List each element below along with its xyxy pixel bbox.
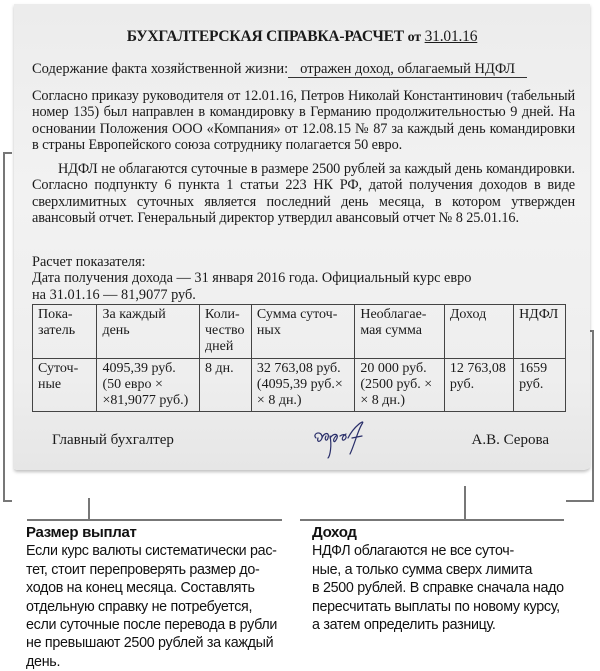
cell-text: × 8 дн.) — [360, 393, 406, 408]
calculation-table — [32, 304, 566, 412]
cell-text: (4095,39 руб.× — [256, 377, 343, 392]
cell-text: 1659 — [519, 361, 548, 376]
callout-title: Размер выплат — [26, 524, 137, 541]
cell-text: 8 дн. — [205, 361, 234, 376]
callout-income — [312, 524, 577, 634]
callout-line: отдельную справку не потребуется, — [26, 598, 253, 615]
cell-ndfl — [514, 359, 566, 412]
callout-connector-left — [3, 152, 12, 502]
header-non-taxable-sum — [355, 305, 445, 359]
header-text: день — [102, 323, 130, 338]
document-title-text: БУХГАЛТЕРСКАЯ СПРАВКА-РАСЧЕТ — [126, 28, 404, 45]
callout-line: если суточные после перевода в рубли — [26, 617, 278, 634]
calculation-line-2: на 31.01.16 — 81,9077 руб. — [32, 286, 196, 303]
fact-value: отражен доход, облагаемый НДФЛ — [288, 62, 527, 78]
cell-per-diem-sum — [251, 359, 354, 412]
cell-non-taxable-sum — [355, 359, 445, 412]
header-text: Сумма суточ- — [256, 307, 338, 322]
header-text: чество — [205, 323, 245, 338]
header-text: ных — [256, 323, 281, 338]
header-per-day — [97, 305, 200, 359]
header-text: Доход — [449, 307, 487, 322]
cell-text: руб. — [519, 377, 544, 392]
callout-line: в 2500 рублей. В справке сначала надо — [312, 580, 564, 597]
callout-line: день. — [26, 653, 61, 670]
cell-text: 32 763,08 руб. — [256, 361, 341, 376]
header-text: НДФЛ — [519, 307, 559, 322]
header-days-count — [200, 305, 252, 359]
header-text: затель — [38, 323, 76, 338]
calculation-line-1: Дата получения дохода — 31 января 2016 года. Официальный курс евро — [32, 270, 472, 287]
header-text: Необлагае- — [360, 307, 427, 322]
callout-line: а затем определить разницу. — [312, 617, 496, 634]
cell-text: ные — [38, 377, 62, 392]
signatory-role: Главный бухгалтер — [52, 432, 174, 448]
accounting-certificate-paper — [14, 4, 590, 470]
cell-text: Суточ- — [38, 361, 79, 376]
cell-per-day — [97, 359, 200, 412]
callout-connector-right-drop — [464, 486, 466, 519]
fact-label: Содержание факта хозяйственной жизни: — [32, 61, 289, 77]
callout-line: ные, а только сумма сверх лимита — [312, 561, 533, 578]
table-header-row — [33, 305, 566, 359]
callout-title: Доход — [312, 524, 357, 541]
header-text: дней — [205, 339, 234, 354]
cell-income — [444, 359, 513, 412]
cell-text: ×81,9077 руб.) — [102, 393, 189, 408]
header-text: За каждый — [102, 307, 166, 322]
table-row — [33, 359, 566, 412]
header-indicator — [33, 305, 97, 359]
calculation-heading: Расчет показателя: — [32, 254, 146, 270]
cell-text: (50 евро × — [102, 377, 163, 392]
callout-line: тет, стоит перепроверять размер до- — [26, 561, 260, 578]
callout-underline-right — [300, 519, 564, 521]
cell-days-count — [200, 359, 252, 412]
header-ndfl — [514, 305, 566, 359]
document-date: 31.01.16 — [424, 28, 478, 45]
calculation-block — [32, 254, 471, 303]
header-income — [444, 305, 513, 359]
header-text: Пока- — [38, 307, 73, 322]
callout-underline-left — [27, 519, 282, 521]
header-text: Коли- — [205, 307, 240, 322]
callout-payment-size — [26, 524, 291, 671]
callout-line: пересчитать выплаты по новому курсу, — [312, 598, 560, 615]
signatory-name: А.В. Серова — [471, 432, 549, 448]
paragraph-business-trip: Согласно приказу руководителя от 12.01.16, Петров Николай Константинович (табельный номер 135) был направлен в командировку в Германию продолжительностью 9 дней. На основании Положения ООО «Компания» от 12.08.15 № 87 за каждый день командировки в страны Европейского союза сотруднику полагается 50 евро. — [32, 88, 575, 154]
document-title — [14, 28, 590, 46]
cell-text: (2500 руб. × — [360, 377, 433, 392]
callout-line: ходов на конец месяца. Составлять — [26, 580, 255, 597]
handwritten-signature-icon — [310, 416, 380, 460]
paragraph-tax-rules: НДФЛ не облагаются суточные в размере 2500 рублей за каждый день командировки. Согласно подпункту 6 пункта 1 статьи 223 НК РФ, датой получения доходов в виде сверхлимитных суточных является последний день месяца, в котором утвержден авансовый отчет. Генеральный директор утвердил авансовый отчет № 8 25.01.16. — [32, 161, 575, 227]
cell-text: руб. — [449, 377, 475, 392]
callout-line: НДФЛ облагаются не все суточ- — [312, 543, 514, 560]
fact-of-economic-life — [32, 61, 527, 78]
header-per-diem-sum — [251, 305, 354, 359]
callout-line: не превышают 2500 рублей за каждый — [26, 635, 274, 652]
cell-indicator — [33, 359, 97, 412]
cell-text: 12 763,08 — [449, 361, 506, 376]
callout-connector-left-drop — [88, 498, 90, 520]
callout-line: Если курс валюты систематически рас- — [26, 543, 277, 560]
cell-text: 4095,39 руб. — [102, 361, 176, 376]
document-title-from: от — [407, 30, 421, 45]
cell-text: × 8 дн.) — [256, 393, 302, 408]
cell-text: 20 000 руб. — [360, 361, 427, 376]
header-text: мая сумма — [360, 323, 422, 338]
